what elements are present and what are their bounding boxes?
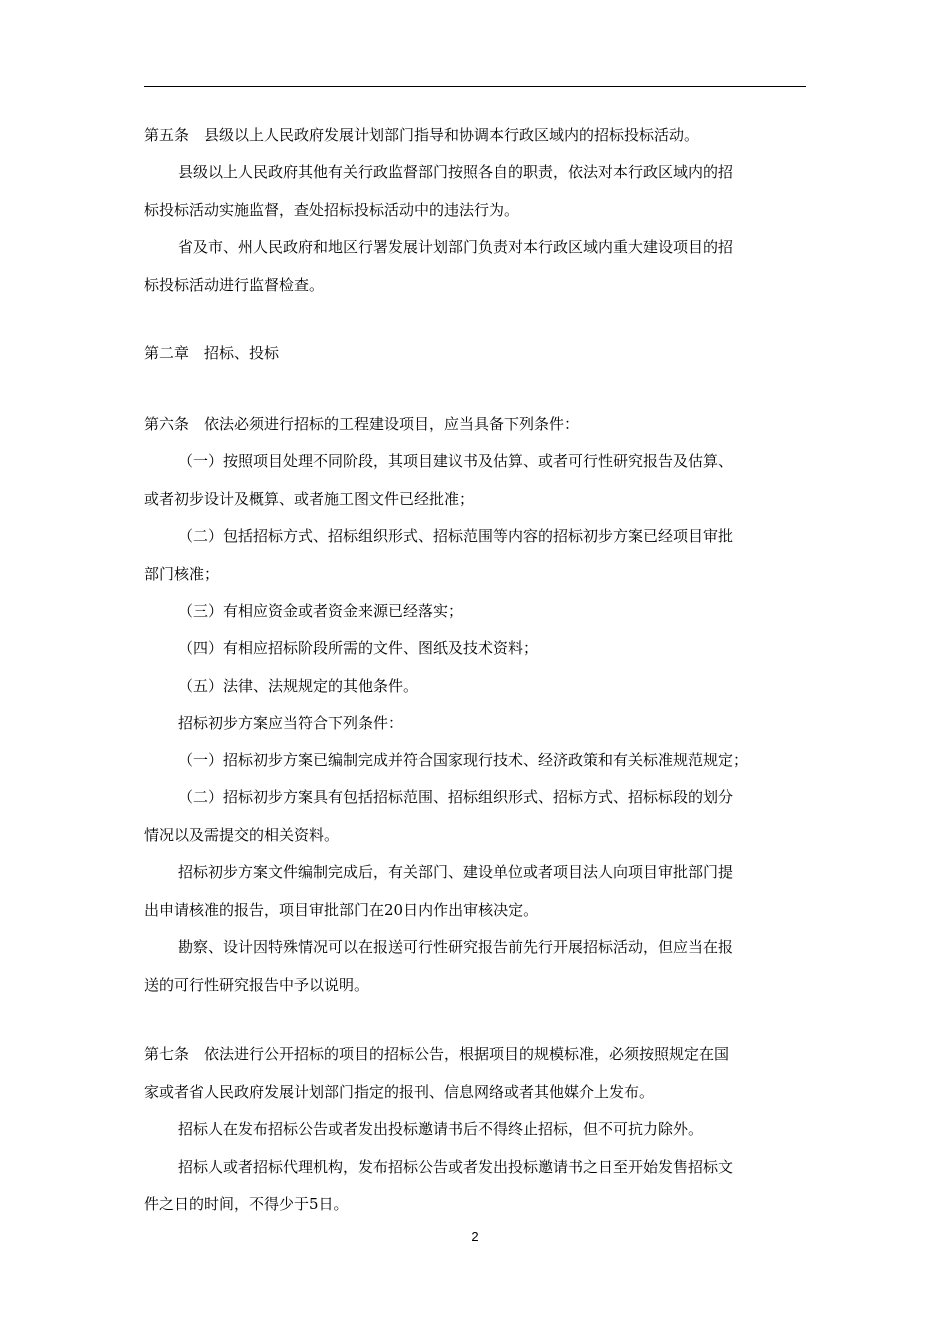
paragraph-line: （一）招标初步方案已编制完成并符合国家现行技术、经济政策和有关标准规范规定； <box>178 751 749 769</box>
paragraph-line: 家或者省人民政府发展计划部门指定的报刊、信息网络或者其他媒介上发布。 <box>144 1083 655 1101</box>
header-rule <box>144 86 806 87</box>
paragraph-line: （四）有相应招标阶段所需的文件、图纸及技术资料； <box>178 639 539 657</box>
page-number: 2 <box>471 1229 479 1244</box>
article-6-heading-line: 第六条 依法必须进行招标的工程建设项目，应当具备下列条件： <box>144 415 580 433</box>
article-7-heading-line: 第七条 依法进行公开招标的项目的招标公告，根据项目的规模标准，必须按照规定在国 <box>144 1045 730 1063</box>
paragraph-line: 招标人或者招标代理机构，发布招标公告或者发出投标邀请书之日至开始发售招标文 <box>178 1158 734 1176</box>
paragraph-line: 县级以上人民政府其他有关行政监督部门按照各自的职责，依法对本行政区域内的招 <box>178 163 734 181</box>
paragraph-line: 招标初步方案应当符合下列条件： <box>178 714 404 732</box>
paragraph-line: 部门核准； <box>144 565 220 583</box>
paragraph-line: （一）按照项目处理不同阶段，其项目建议书及估算、或者可行性研究报告及估算、 <box>178 452 734 470</box>
paragraph-line: 出申请核准的报告，项目审批部门在20日内作出审核决定。 <box>144 901 539 919</box>
paragraph-line: （二）包括招标方式、招标组织形式、招标范围等内容的招标初步方案已经项目审批 <box>178 527 734 545</box>
paragraph-line: 件之日的时间，不得少于5日。 <box>144 1195 349 1213</box>
paragraph-line: 标投标活动进行监督检查。 <box>144 276 325 294</box>
paragraph-line: 标投标活动实施监督，查处招标投标活动中的违法行为。 <box>144 201 520 219</box>
paragraph-line: 或者初步设计及概算、或者施工图文件已经批准； <box>144 490 475 508</box>
paragraph-line: （二）招标初步方案具有包括招标范围、招标组织形式、招标方式、招标标段的划分 <box>178 788 734 806</box>
paragraph-line: 省及市、州人民政府和地区行署发展计划部门负责对本行政区域内重大建设项目的招 <box>178 238 734 256</box>
chapter-2-heading: 第二章 招标、投标 <box>144 344 280 362</box>
paragraph-line: 勘察、设计因特殊情况可以在报送可行性研究报告前先行开展招标活动，但应当在报 <box>178 938 734 956</box>
paragraph-line: 招标初步方案文件编制完成后，有关部门、建设单位或者项目法人向项目审批部门提 <box>178 863 734 881</box>
paragraph-line: 送的可行性研究报告中予以说明。 <box>144 976 370 994</box>
paragraph-line: 情况以及需提交的相关资料。 <box>144 826 340 844</box>
paragraph-line: （五）法律、法规规定的其他条件。 <box>178 677 419 695</box>
article-5-heading-line: 第五条 县级以上人民政府发展计划部门指导和协调本行政区域内的招标投标活动。 <box>144 126 700 144</box>
paragraph-line: （三）有相应资金或者资金来源已经落实； <box>178 602 464 620</box>
paragraph-line: 招标人在发布招标公告或者发出投标邀请书后不得终止招标，但不可抗力除外。 <box>178 1120 704 1138</box>
